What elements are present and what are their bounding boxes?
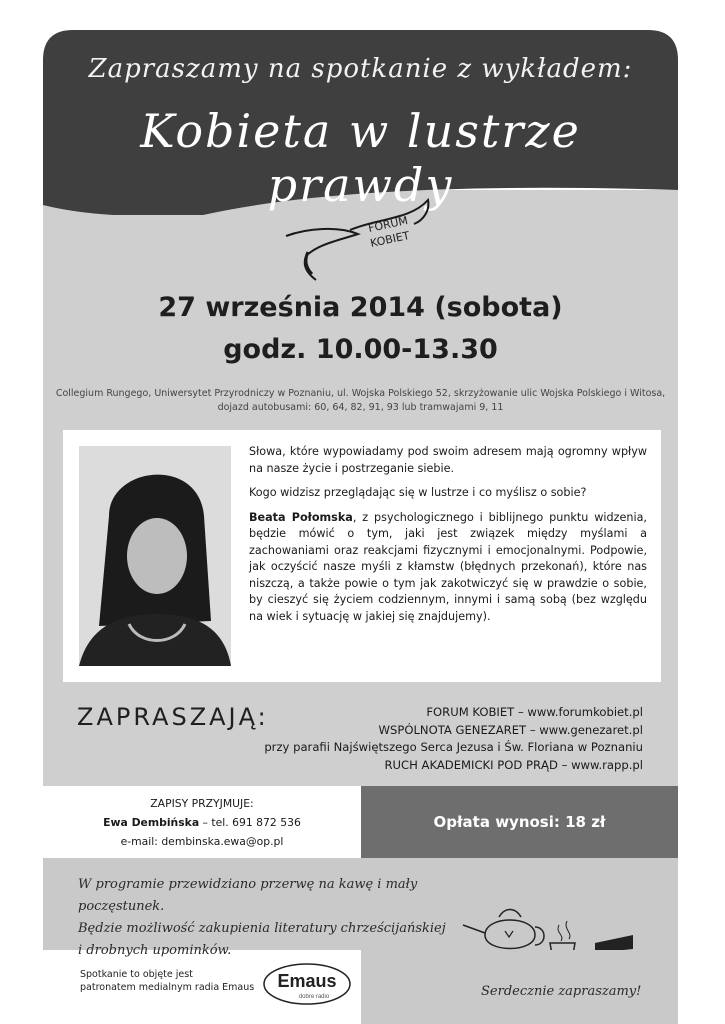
- signup-phone: – tel. 691 872 536: [199, 816, 301, 829]
- woman-silhouette-icon: [278, 190, 438, 285]
- speaker-portrait-icon: [79, 446, 231, 666]
- fee-box: [361, 786, 678, 858]
- signup-contact: [43, 813, 361, 832]
- program-line-1: W programie przewidziano przerwę na kawę i mały poczęstunek.: [78, 877, 418, 914]
- address-line-2: dojazd autobusami: 60, 64, 82, 91, 93 lub tramwajami 9, 11: [217, 402, 504, 413]
- header-subtitle: Zapraszamy na spotkanie z wykładem:: [88, 54, 633, 84]
- organizer-genezaret: WSPÓLNOTA GENEZARET – www.genezaret.pl: [378, 722, 643, 737]
- speaker-name: Beata Połomska: [249, 510, 353, 524]
- header-title: Kobieta w lustrze prawdy: [140, 104, 581, 212]
- signup-heading: ZAPISY PRZYJMUJE:: [150, 797, 254, 810]
- media-patron-text: [80, 968, 254, 994]
- organizers-list: [230, 704, 643, 774]
- description-card: [63, 430, 661, 682]
- event-date: 27 września 2014 (sobota): [158, 292, 563, 323]
- organizer-rapp: RUCH AKADEMICKI POD PRĄD – www.rapp.pl: [384, 757, 643, 772]
- signup-email: e-mail: dembinska.ewa@op.pl: [120, 835, 284, 848]
- forum-kobiet-logo: [278, 190, 438, 285]
- organizers-heading: ZAPRASZAJĄ:: [77, 703, 269, 731]
- event-address: [55, 387, 666, 415]
- speaker-photo: [79, 446, 231, 666]
- speaker-description: , z psychologicznego i biblijnego punktu widzenia, będzie mówić o tym, jaki jest związek między myślami a zachowaniami oraz reakcjami fizycznymi i emocjonalnymi. Podpowie, jak oczyścić nasze myśli z kłamstw (błędnych przekonań), które nas niszczą, a także powie o tym jak zakotwiczyć się w prawdzie o sobie, by cieszyć się życiem codziennym, innymi i samą sobą (bez względu na wiek i sytuację w jakiej się znajdujemy).: [249, 510, 647, 623]
- radio-emaus-logo: [262, 962, 352, 1006]
- logo-kobiet-text: KOBIET: [369, 229, 411, 250]
- closing-text: Serdecznie zapraszamy!: [481, 984, 642, 999]
- emaus-name: Emaus: [277, 971, 337, 991]
- patron-line-1: Spotkanie to objęte jest: [80, 969, 193, 980]
- organizer-forum-kobiet: FORUM KOBIET – www.forumkobiet.pl: [426, 705, 643, 719]
- fee-text: Opłata wynosi: 18 zł: [433, 813, 606, 831]
- poster-header: [43, 30, 678, 215]
- signup-name: Ewa Dembińska: [103, 816, 200, 829]
- event-time: godz. 10.00-13.30: [223, 334, 498, 365]
- program-line-2: Będzie możliwość zakupienia literatury chrześcijańskiej: [78, 921, 446, 936]
- patron-line-2: patronatem medialnym radia Emaus: [80, 982, 255, 993]
- logo-forum-text: FORUM: [367, 213, 410, 236]
- address-line-1: Collegium Rungego, Uniwersytet Przyrodniczy w Poznaniu, ul. Wojska Polskiego 52, skrzyżowanie ulic Wojska Polskiego i Witosa,: [55, 388, 666, 399]
- description-paragraph-2: Kogo widzisz przeglądając się w lustrze i co myślisz o sobie?: [249, 486, 587, 499]
- description-paragraph-1: Słowa, które wypowiadamy pod swoim adresem mają ogromny wpływ na nasze życie i postrzeganie siebie.: [249, 445, 647, 475]
- organizer-genezaret-parish: przy parafii Najświętszego Serca Jezusa i Św. Floriana w Poznaniu: [264, 740, 643, 754]
- description-text: [249, 444, 647, 633]
- program-line-3: i drobnych upominków.: [78, 943, 232, 958]
- description-paragraph-3: [249, 510, 647, 626]
- emaus-tagline: dobre radio: [298, 994, 330, 1000]
- program-text: [78, 874, 478, 962]
- signup-box: [43, 786, 361, 858]
